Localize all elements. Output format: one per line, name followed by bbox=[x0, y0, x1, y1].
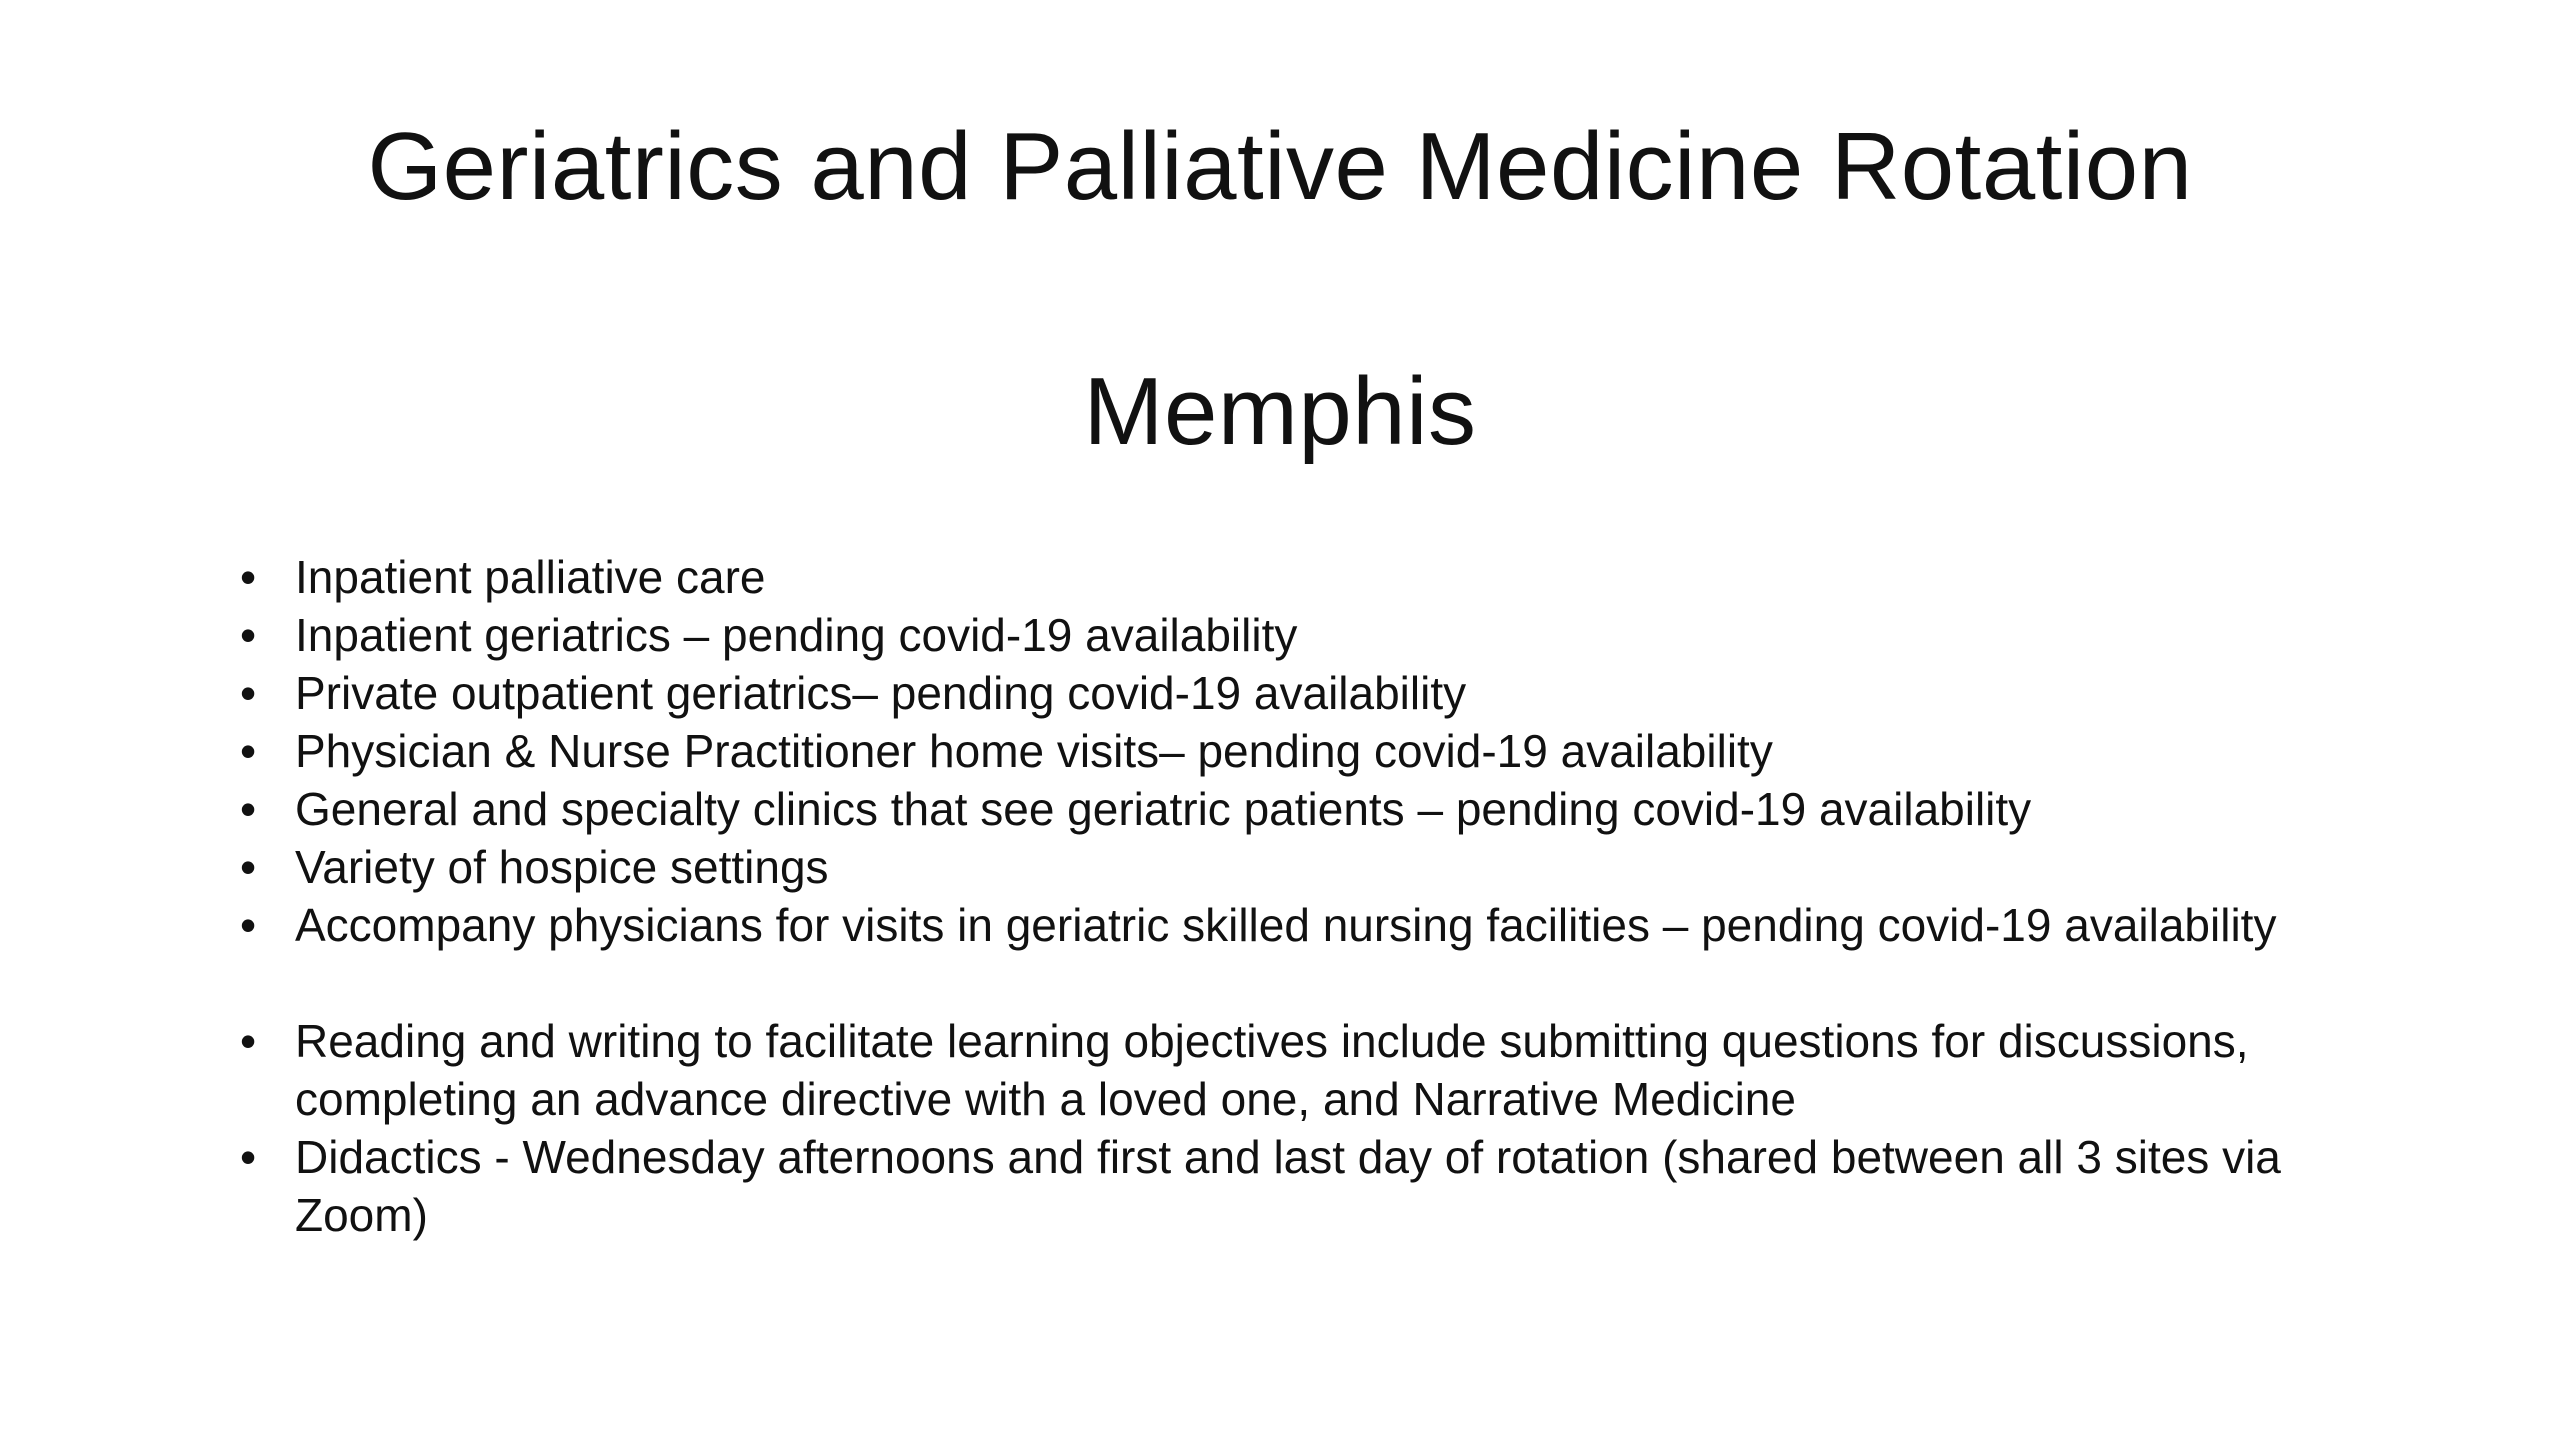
bullet-item: • Inpatient geriatrics – pending covid-19 availability bbox=[240, 606, 2320, 664]
bullet-item: • Physician & Nurse Practitioner home visits– pending covid-19 availability bbox=[240, 722, 2320, 780]
bullet-item: • Reading and writing to facilitate learning objectives include submitting questions for discussions, completing an advance directive with a loved one, and Narrative Medicine bbox=[240, 1012, 2320, 1128]
bullet-list bbox=[240, 548, 2320, 1244]
bullet-item: • General and specialty clinics that see geriatric patients – pending covid-19 availability bbox=[240, 780, 2320, 838]
bullet-item: • Private outpatient geriatrics– pending covid-19 availability bbox=[240, 664, 2320, 722]
bullet-item: • Didactics - Wednesday afternoons and first and last day of rotation (shared between all 3 sites via Zoom) bbox=[240, 1128, 2320, 1244]
bullet-item: • Variety of hospice settings bbox=[240, 838, 2320, 896]
slide-title: Geriatrics and Palliative Medicine Rotation bbox=[367, 113, 2193, 220]
bullet-item: • Accompany physicians for visits in geriatric skilled nursing facilities – pending covid-19 availability bbox=[240, 896, 2320, 954]
bullet-item: • Inpatient palliative care bbox=[240, 548, 2320, 606]
slide-subtitle: Memphis bbox=[1083, 358, 1477, 465]
